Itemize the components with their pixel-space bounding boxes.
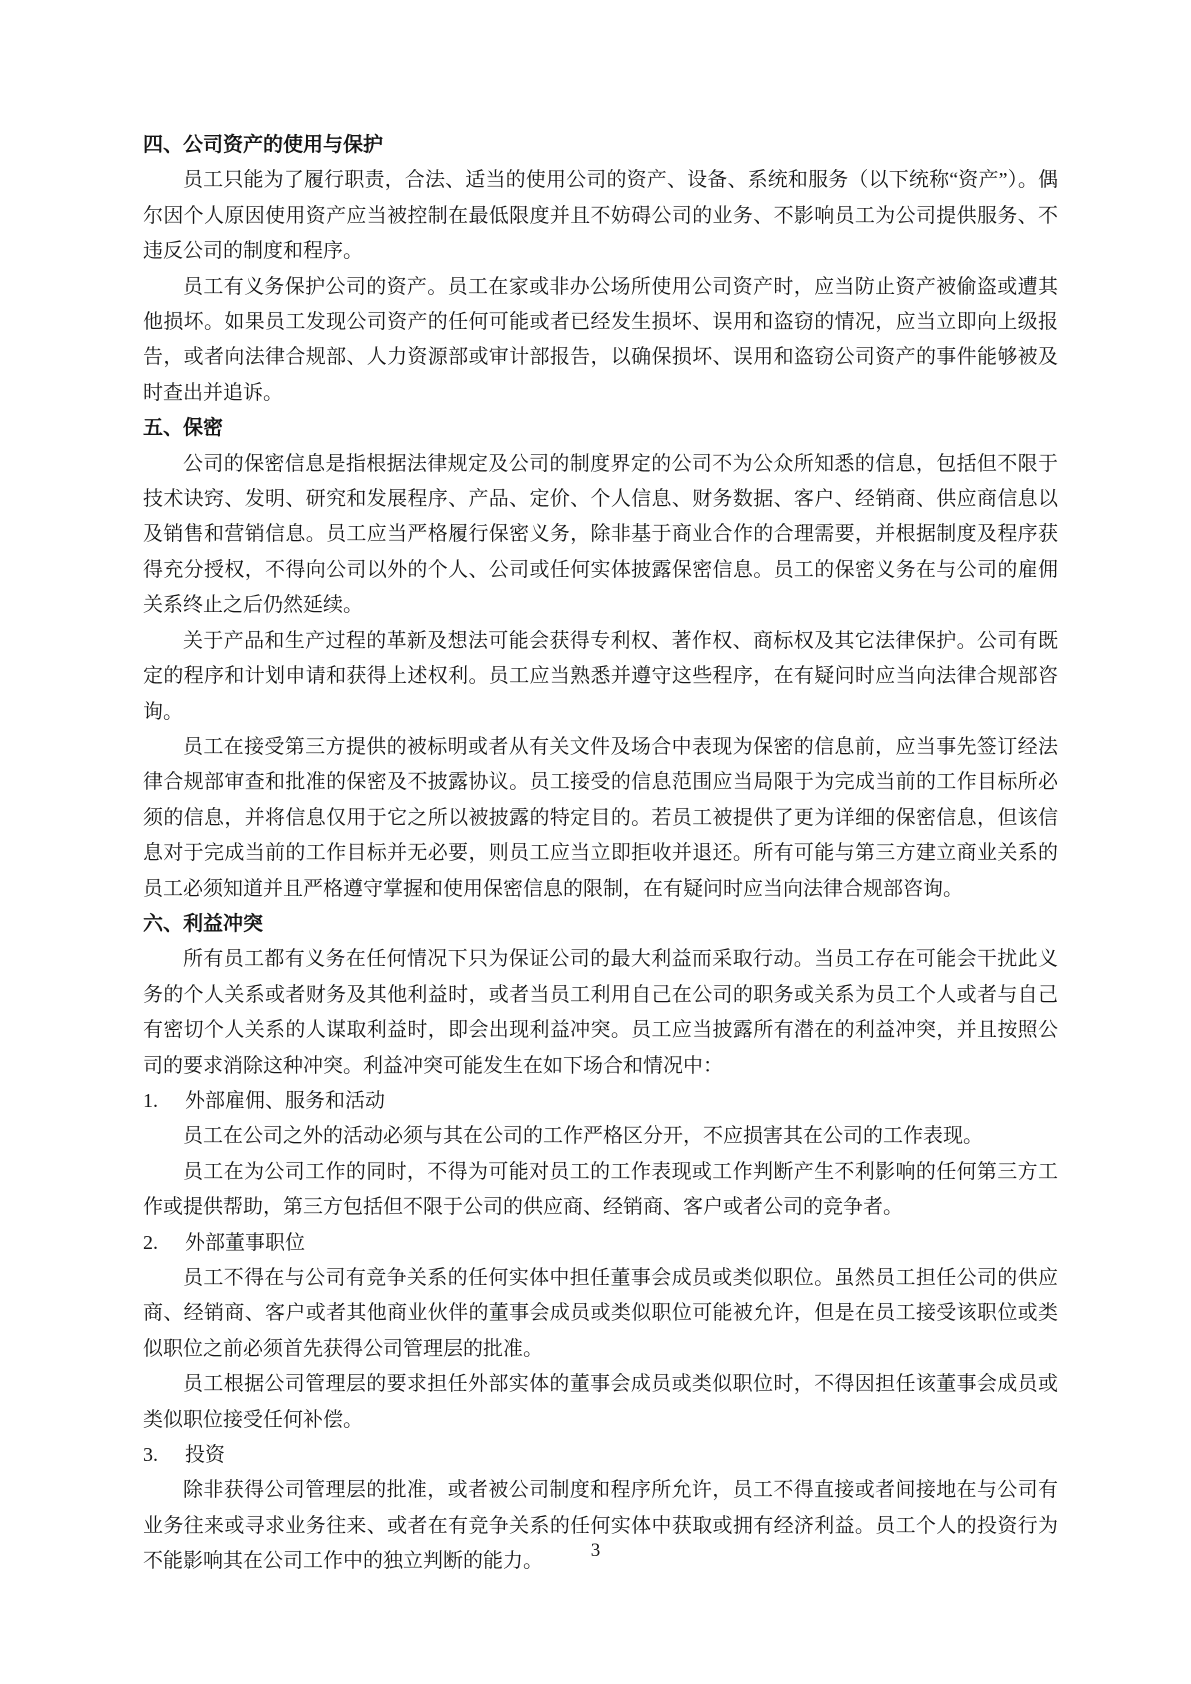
paragraph: 员工不得在与公司有竞争关系的任何实体中担任董事会成员或类似职位。虽然员工担任公司的供应商、经销商、客户或者其他商业伙伴的董事会成员或类似职位可能被允许，但是在员工接受该职位或类似职位之前必须首先获得公司管理层的批准。	[143, 1267, 1058, 1360]
section-heading-conflict-of-interest: 六、利益冲突	[143, 912, 263, 935]
paragraph: 员工根据公司管理层的要求担任外部实体的董事会成员或类似职位时，不得因担任该董事会成员或类似职位接受任何补偿。	[143, 1373, 1058, 1431]
paragraph: 所有员工都有义务在任何情况下只为保证公司的最大利益而采取行动。当员工存在可能会干扰此义务的个人关系或者财务及其他利益时，或者当员工利用自己在公司的职务或关系为员工个人或者与自己有密切个人关系的人谋取利益时，即会出现利益冲突。员工应当披露所有潜在的利益冲突，并且按照公司的要求消除这种冲突。利益冲突可能发生在如下场合和情况中：	[143, 948, 1058, 1077]
list-item-title-external-directorship	[143, 1226, 1058, 1261]
paragraph: 员工在接受第三方提供的被标明或者从有关文件及场合中表现为保密的信息前，应当事先签订经法律合规部审查和批准的保密及不披露协议。员工接受的信息范围应当局限于为完成当前的工作目标所必须的信息，并将信息仅用于它之所以被披露的特定目的。若员工被提供了更为详细的保密信息，但该信息对于完成当前的工作目标并无必要，则员工应当立即拒收并退还。所有可能与第三方建立商业关系的员工必须知道并且严格遵守掌握和使用保密信息的限制，在有疑问时应当向法律合规部咨询。	[143, 735, 1058, 900]
paragraph: 关于产品和生产过程的革新及想法可能会获得专利权、著作权、商标权及其它法律保护。公司有既定的程序和计划申请和获得上述权利。员工应当熟悉并遵守这些程序，在有疑问时应当向法律合规部咨询。	[143, 629, 1058, 723]
paragraph: 员工只能为了履行职责，合法、适当的使用公司的资产、设备、系统和服务（以下统称“资产”）。偶尔因个人原因使用资产应当被控制在最低限度并且不妨碍公司的业务、不影响员工为公司提供服务、不违反公司的制度和程序。	[143, 169, 1058, 263]
list-item-title-text: 投资	[185, 1444, 225, 1467]
list-item-title-text: 外部雇佣、服务和活动	[185, 1089, 385, 1112]
paragraph: 员工有义务保护公司的资产。员工在家或非办公场所使用公司资产时，应当防止资产被偷盗或遭其他损坏。如果员工发现公司资产的任何可能或者已经发生损坏、误用和盗窃的情况，应当立即向上级报告，或者向法律合规部、人力资源部或审计部报告，以确保损坏、误用和盗窃公司资产的事件能够被及时查出并追诉。	[143, 275, 1058, 404]
list-item-marker: 2.	[143, 1231, 158, 1254]
list-item-title-text: 外部董事职位	[185, 1231, 305, 1254]
list-item-title-external-employment	[143, 1084, 1058, 1119]
paragraph: 员工在公司之外的活动必须与其在公司的工作严格区分开，不应损害其在公司的工作表现。	[183, 1125, 983, 1148]
list-item-marker: 3.	[143, 1444, 158, 1467]
page-number: 3	[590, 1540, 601, 1561]
section-heading-company-assets: 四、公司资产的使用与保护	[143, 134, 383, 156]
document-content	[143, 128, 1058, 1580]
paragraph: 除非获得公司管理层的批准，或者被公司制度和程序所允许，员工不得直接或者间接地在与公司有业务往来或寻求业务往来、或者在有竞争关系的任何实体中获取或拥有经济利益。员工个人的投资行为不能影响其在公司工作中的独立判断的能力。	[143, 1479, 1058, 1573]
list-item-title-investment	[143, 1438, 1058, 1473]
paragraph: 员工在为公司工作的同时，不得为可能对员工的工作表现或工作判断产生不利影响的任何第三方工作或提供帮助，第三方包括但不限于公司的供应商、经销商、客户或者公司的竞争者。	[143, 1160, 1058, 1219]
paragraph: 公司的保密信息是指根据法律规定及公司的制度界定的公司不为公众所知悉的信息，包括但不限于技术诀窍、发明、研究和发展程序、产品、定价、个人信息、财务数据、客户、经销商、供应商信息以及销售和营销信息。员工应当严格履行保密义务，除非基于商业合作的合理需要，并根据制度及程序获得充分授权，不得向公司以外的个人、公司或任何实体披露保密信息。员工的保密义务在与公司的雇佣关系终止之后仍然延续。	[143, 452, 1058, 617]
list-item-marker: 1.	[143, 1089, 158, 1112]
section-heading-confidentiality: 五、保密	[143, 417, 223, 440]
